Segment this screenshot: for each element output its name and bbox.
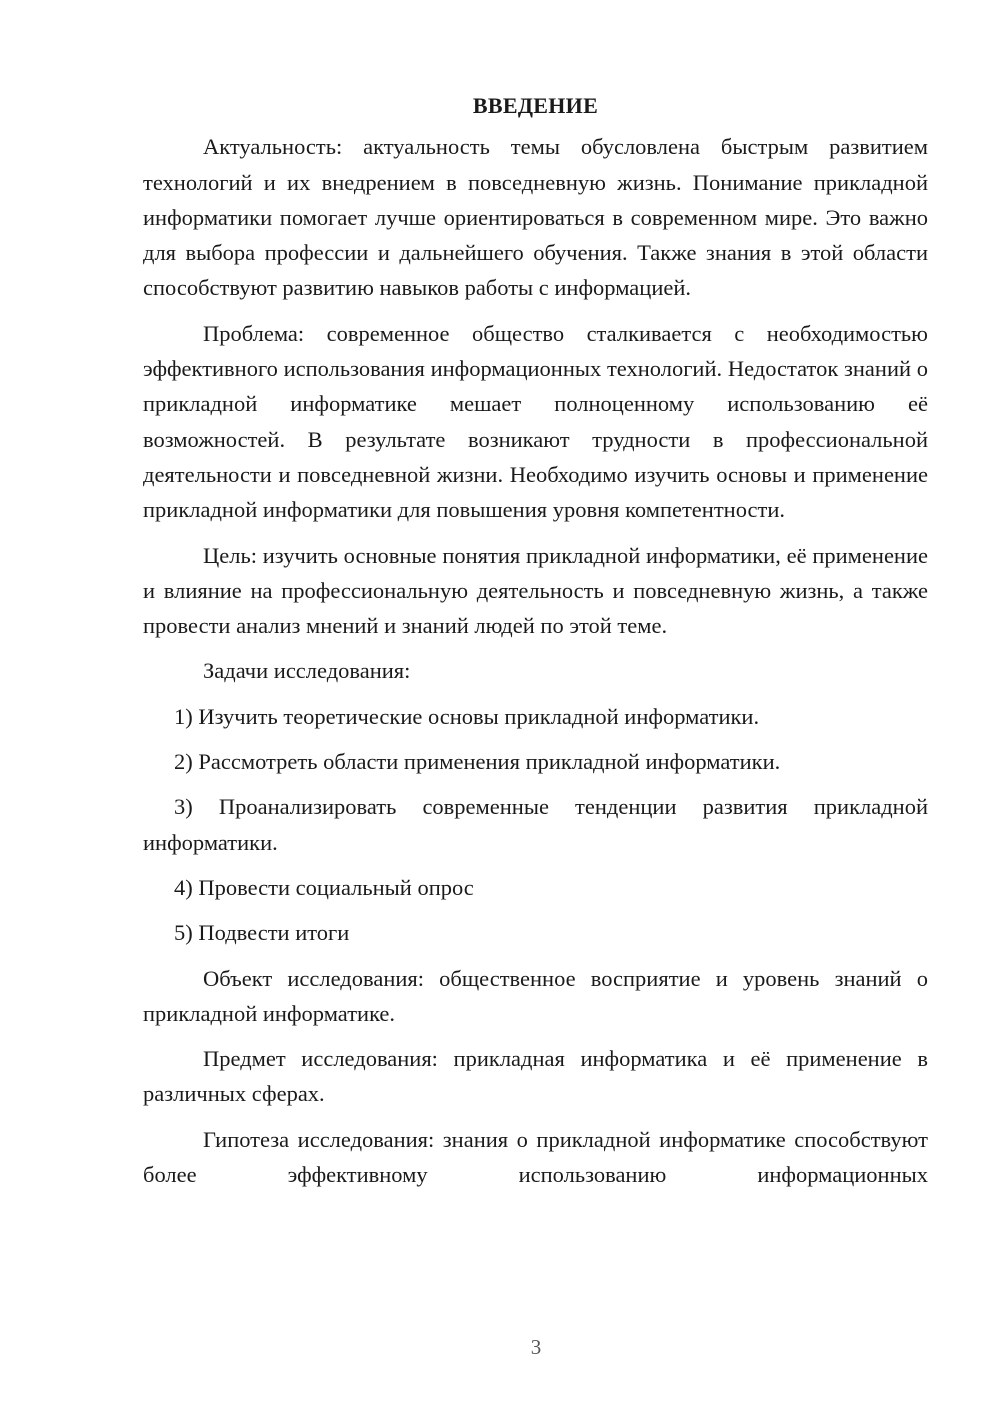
paragraph-relevance: Актуальность: актуальность темы обусловлена быстрым развитием технологий и их внедрением в повседневную жизнь. Понимание прикладной информатики помогает лучше ориентироваться в современном мире. Это важно для выбора профессии и дальнейшего обучения. Также знания в этой области способствуют развитию навыков работы с информацией. [143, 134, 928, 301]
page-number: 3 [530, 1335, 542, 1359]
page-content [143, 88, 928, 1192]
paragraph-goal: Цель: изучить основные понятия прикладной информатики, её применение и влияние на профессиональную деятельность и повседневную жизнь, а также провести анализ мнений и знаний людей по этой теме. [143, 542, 928, 639]
task-item-1: 1) Изучить теоретические основы прикладной информатики. [174, 703, 760, 729]
task-item-4: 4) Провести социальный опрос [174, 874, 474, 900]
tasks-title: Задачи исследования: [203, 658, 411, 684]
task-item-2: 2) Рассмотреть области применения прикладной информатики. [174, 749, 781, 775]
section-heading: ВВЕДЕНИЕ [472, 93, 599, 118]
paragraph-hypothesis: Гипотеза исследования: знания о прикладной информатике способствуют более эффективному использованию информационных [143, 1126, 928, 1188]
paragraph-problem: Проблема: современное общество сталкивается с необходимостью эффективного использования информационных технологий. Недостаток знаний о прикладной информатике мешает полноценному использованию её возможностей. В результате возникают трудности в профессиональной деятельности и повседневной жизни. Необходимо изучить основы и применение прикладной информатики для повышения уровня компетентности. [143, 320, 928, 523]
paragraph-subject: Предмет исследования: прикладная информатика и её применение в различных сферах. [143, 1046, 928, 1107]
task-item-5: 5) Подвести итоги [174, 920, 350, 946]
task-item-3: 3) Проанализировать современные тенденции развития прикладной информатики. [143, 794, 928, 855]
paragraph-object: Объект исследования: общественное восприятие и уровень знаний о прикладной информатике. [143, 965, 928, 1026]
